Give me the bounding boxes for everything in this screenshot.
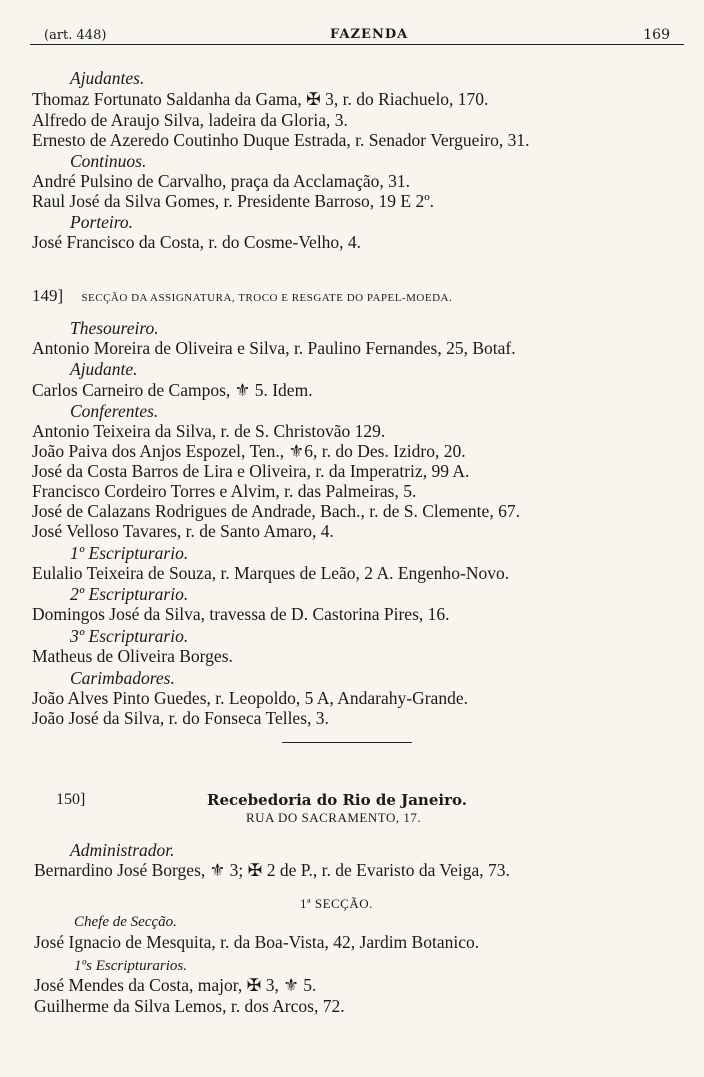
- section-title: SECÇÃO DA ASSIGNATURA, TROCO E RESGATE DO PAPEL-MOEDA.: [81, 292, 453, 304]
- role-heading: 1ºs Escripturarios.: [74, 958, 187, 974]
- role-heading: Carimbadores.: [70, 668, 175, 688]
- entry-line: José Francisco da Costa, r. do Cosme-Velho, 4.: [32, 232, 362, 252]
- entry-line: Raul José da Silva Gomes, r. Presidente Barroso, 19 E 2º.: [32, 191, 435, 211]
- section-address: RUA DO SACRAMENTO, 17.: [246, 810, 422, 825]
- subsection-heading: 1ª SECÇÃO.: [300, 896, 373, 911]
- page-header: [30, 26, 684, 45]
- entry-line: João José da Silva, r. do Fonseca Telles, 3.: [32, 708, 329, 728]
- entry-line: Francisco Cordeiro Torres e Alvim, r. das Palmeiras, 5.: [32, 481, 417, 501]
- entry-line: Eulalio Teixeira de Souza, r. Marques de Leão, 2 A. Engenho-Novo.: [32, 563, 510, 583]
- header-section-title: FAZENDA: [330, 27, 409, 42]
- entry-line: Antonio Moreira de Oliveira e Silva, r. Paulino Fernandes, 25, Botaf.: [32, 338, 516, 358]
- entry-line: José Velloso Tavares, r. de Santo Amaro, 4.: [32, 521, 334, 541]
- section-title: Recebedoria do Rio de Janeiro.: [207, 791, 467, 809]
- role-heading: Thesoureiro.: [70, 318, 159, 338]
- entry-line: José da Costa Barros de Lira e Oliveira, r. da Imperatriz, 99 A.: [32, 461, 470, 481]
- entry-line: Alfredo de Araujo Silva, ladeira da Gloria, 3.: [32, 110, 348, 130]
- section-number: 150]: [56, 791, 86, 808]
- role-heading: Porteiro.: [70, 212, 134, 232]
- role-heading: 1º Escripturario.: [70, 543, 189, 563]
- role-heading: Ajudante.: [70, 359, 138, 379]
- entry-line: Antonio Teixeira da Silva, r. de S. Christovão 129.: [32, 421, 386, 441]
- page-number: 169: [643, 27, 670, 43]
- entry-line: Domingos José da Silva, travessa de D. Castorina Pires, 16.: [32, 604, 450, 624]
- entry-line: Ernesto de Azeredo Coutinho Duque Estrada, r. Senador Vergueiro, 31.: [32, 130, 530, 150]
- role-heading: 2º Escripturario.: [70, 584, 189, 604]
- role-heading: 3º Escripturario.: [70, 626, 189, 646]
- entry-line: Carlos Carneiro de Campos, ⚜ 5. Idem.: [32, 380, 313, 400]
- entry-line: José Mendes da Costa, major, ✠ 3, ⚜ 5.: [34, 975, 317, 995]
- role-heading: Chefe de Secção.: [74, 914, 177, 930]
- entry-line: André Pulsino de Carvalho, praça da Acclamação, 31.: [32, 171, 411, 191]
- role-heading: Continuos.: [70, 151, 147, 171]
- entry-line: Thomaz Fortunato Saldanha da Gama, ✠ 3, r. do Riachuelo, 170.: [32, 89, 489, 109]
- role-heading: Conferentes.: [70, 401, 159, 421]
- entry-line: Bernardino José Borges, ⚜ 3; ✠ 2 de P., r. de Evaristo da Veiga, 73.: [34, 860, 510, 880]
- entry-line: Matheus de Oliveira Borges.: [32, 646, 233, 666]
- entry-line: Guilherme da Silva Lemos, r. dos Arcos, 72.: [34, 996, 345, 1016]
- entry-line: João Paiva dos Anjos Espozel, Ten., ⚜6, r. do Des. Izidro, 20.: [32, 441, 466, 461]
- role-heading: Ajudantes.: [70, 68, 145, 88]
- section-divider: [282, 742, 412, 743]
- section-heading: [32, 286, 452, 308]
- role-heading: Administrador.: [70, 840, 175, 860]
- entry-line: João Alves Pinto Guedes, r. Leopoldo, 5 A, Andarahy-Grande.: [32, 688, 468, 708]
- entry-line: José de Calazans Rodrigues de Andrade, Bach., r. de S. Clemente, 67.: [32, 501, 520, 521]
- section-number: 149]: [32, 286, 64, 305]
- entry-line: José Ignacio de Mesquita, r. da Boa-Vista, 42, Jardim Botanico.: [34, 932, 480, 952]
- header-article-ref: (art. 448): [44, 28, 107, 43]
